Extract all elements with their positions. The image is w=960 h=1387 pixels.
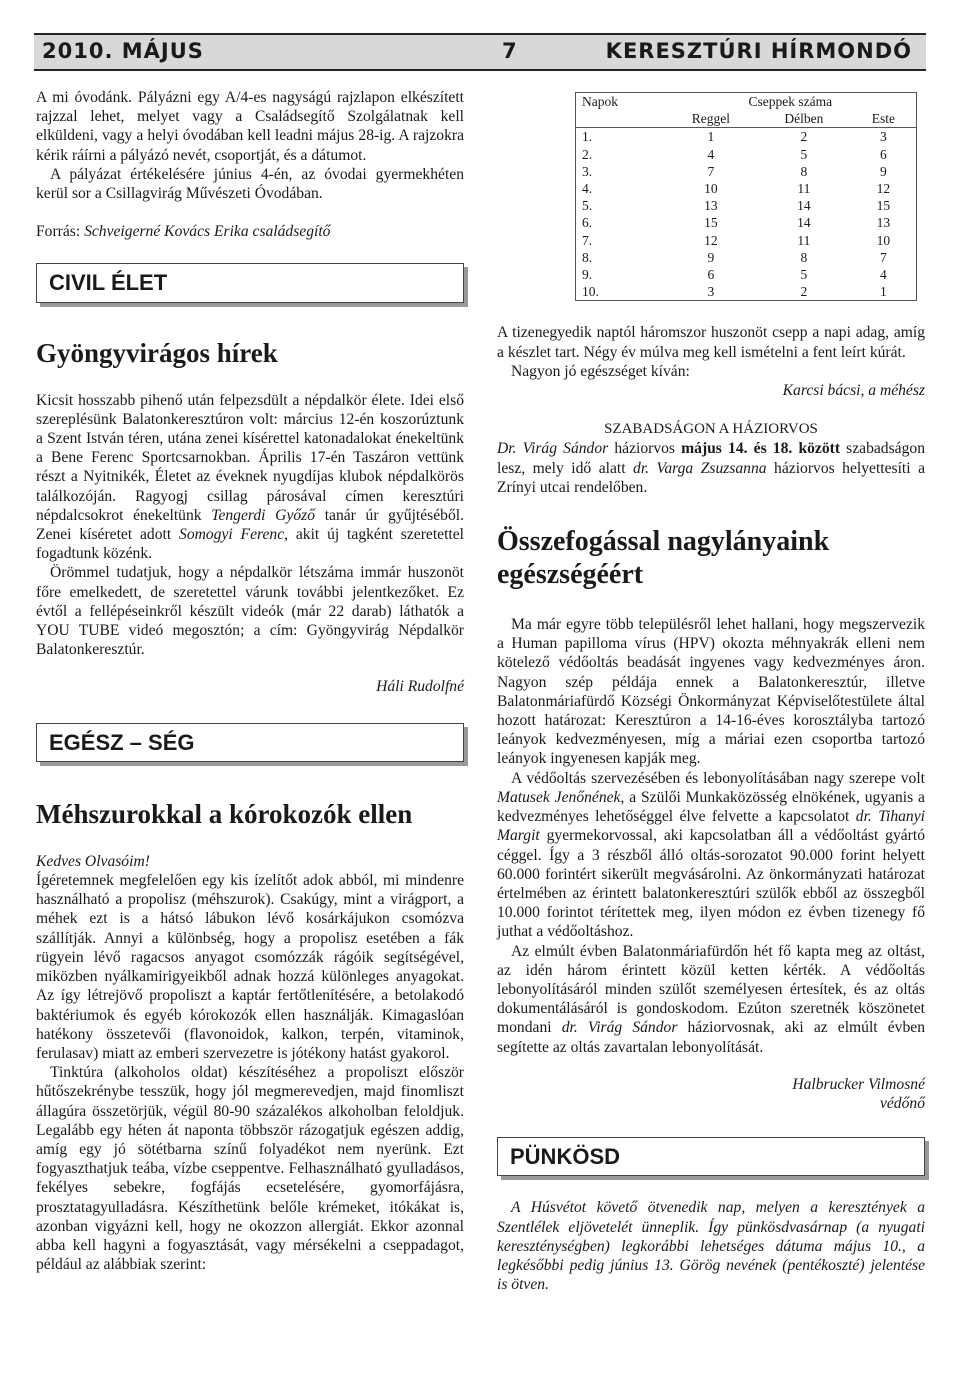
table-header-days: Napok [582,94,618,109]
drops-table [575,92,917,301]
gyongyviragos-title: Gyöngyvirágos hírek [36,337,278,368]
source-name: Schveigerné Kovács Erika családsegítő [84,223,331,241]
civil-elet-section-header: CIVIL ÉLET [36,263,464,302]
newspaper-title: KERESZTÚRI HÍRMONDÓ [605,39,912,63]
page-number: 7 [502,39,518,63]
egeszseg-section-header: EGÉSZ – SÉG [36,723,464,762]
wish-line: Nagyon jó egészséget kíván: [511,362,690,380]
table-row: 6. 15 14 13 [582,215,891,231]
table-row: 8. 9 8 7 [582,249,887,265]
table-row: 3. 7 8 9 [582,163,887,179]
table-row: 10. 3 2 1 [582,284,887,300]
wish-author: Karcsi bácsi, a méhész [782,382,925,400]
table-subheader: Este [871,111,895,127]
right-column [497,92,925,1294]
mehszurok-title: Méhszurokkal a kórokozók ellen [36,798,413,829]
table-subheader: Délben [784,111,824,127]
mehszurok-paragraph-2: Tinktúra (alkoholos oldat) készítéséhez a propoliszt először hűtőszekrénybe tesszük, hogy jól megmerevedjen, majd finomliszt állagúra összetörjük, végül 80-90 százalékos alkoholban feloldjuk. Legalább egy héten át naponta többször rázogatjuk egészen addig, amíg egy jó sötétbarna színű folyadékot nem nyerünk. Ezt fogyaszthatjuk teába, vízbe cseppentve. Felhasználható gyulladásos, fekélyes sebekre, fogfájás ecsetelésére, gyomorfájásra, prosztatagyulladásra. Készíthetünk belőle krémeket, itókákat is, azonban vigyázni kell, hogy ne okozzon allergiát. Ekkor azonnal abba kell hagyni a fogyasztását, vagy mérsékelni a cseppadagot, például az alábbiak szerint: [36,1064,464,1274]
hpv-title: Összefogással nagylányaink egészségéért [497,526,830,591]
after-table-text: A tizenegyedik naptól háromszor huszonöt csepp a napi adag, amíg a készlet tart. Négy év múlva meg kell ismételni a fent leírt kúrát. [497,324,925,361]
page-header [34,33,926,71]
left-column [36,88,464,1274]
table-row: 7. 12 11 10 [582,232,891,248]
table-subheader: Reggel [691,111,730,127]
hpv-author: Halbrucker Vilmosné [792,1075,925,1093]
hpv-author-role: védőnő [879,1094,925,1112]
mehszurok-paragraph-1: Ígéretemnek megfelelően egy kis ízelítőt adok abból, mi mindenre használható a propolisz (méhszurok). Csakúgy, mint a virágport, a méhek ezt is a hátsó lábukon lévő kosárkájukon csomózva szállítják. Annyi a különbség, hogy a propolisz esetében a fák rügyein lévő ragacsos anyagot csomózzák rágóik segítségével, miközben nyálkamirigyeikből adnak hozzá különleges anyagokat. Az így létrejövő propoliszt a kaptár fertőtlenítésére, a betolakodó baktériumok és egyéb kórokozók ellen használják. Kimagaslóan hatékony összetevői (flavonoidok, kalkon, terpén, vitaminok, ferulasav) miatt az emberi szervezetre is jótékony hatást gyakorol. [36,872,464,1062]
intro-paragraph-2: A pályázat értékelésére június 4-én, az óvodai gyermekhéten kerül sor a Csillagvirág Művészeti Óvodában. [36,165,464,203]
table-row: 1. 1 2 3 [576,128,917,146]
table-row: 4. 10 11 12 [582,181,891,197]
punkosd-section-header: PÜNKÖSD [497,1137,925,1176]
table-row: 5. 13 14 15 [582,198,891,214]
vacation-title: SZABADSÁGON A HÁZIORVOS [604,421,818,438]
gyongy-author: Háli Rudolfné [376,678,464,696]
table-row: 2. 4 5 6 [582,146,887,162]
intro-paragraph-1: A mi óvodánk. Pályázni egy A/4-es nagyságú rajzlapon elkészített rajzzal lehet, melyet vagy a Családsegítő Szolgálatnak kell elküldeni, vagy a helyi óvodában kell leadni május 28-ig. A rajzokra kérik ráírni a pályázó nevét, csoportját, és a dátumot. [36,89,464,164]
hpv-paragraph-3: Az elmúlt évben Balatonmáriafürdőn hét fő kapta meg az oltást, az idén három érintett közül ketten kérték. A védőoltás lebonyolításáról minden szülőt személyesen értesítek, és az oltás dokumentálásáról is gondoskodom. Ezúton szeretnék köszönetet mondani dr. Virág Sándor háziorvosnak, aki az elmúlt évben segítette az oltás zavartalan lebonyolítását. [497,942,925,1056]
punkosd-text: A Húsvétot követő ötvenedik nap, melyen a keresztények a Szentlélek eljövetelét ünneplik. Így pünkösdvasárnap (a nyugati kereszténységben) legkorábbi lehetséges dátuma május 10., a legkésőbbi pedig június 13. Görög nevének (pentékoszté) jelentése is ötven. [497,1199,925,1294]
hpv-paragraph-1: Ma már egyre több településről lehet hallani, hogy megszervezik a Human papilloma vírus (HPV) okozta méhnyakrák elleni nem kötelező védőoltás beadását ingyenes vagy kedvezményes áron. Nagyon szép példája ennek a Balatonkeresztúr, illetve Balatonmáriafürdő Községi Önkormányzat Képviselőtestülete által hozott határozat: Keresztúron a 14-16-éves korosztályba tartozó leányok kedvezményesen, míg a máriai ezen csoportba tartozó leányok ingyenesen kapják meg. [497,616,925,768]
hpv-paragraph-2: A védőoltás szervezésében és lebonyolításában nagy szerepe volt Matusek Jenőnének, a Szülői Munkaközösség elnökének, ugyanis a kedvezményes lehetőséggel élve felvette a kapcsolatot dr. Tihanyi Margit gyermekorvossal, aki kapcsolatban áll a védőoltást gyártó céggel. Így a 3 részből álló oltás-sorozatot 90.000 forint helyett 60.000 forintért sikerült megvásárolni. Az önkormányzati határozat értelmében az érintett balatonkeresztúri szülők ebből az összegből 10.000 forintot térítettek meg, ilyen módon ez évben tizenegy fő juthat a védőoltáshoz. [497,769,925,941]
source-line: Forrás: Schveigerné Kovács Erika családsegítő [36,223,331,241]
vacation-text: Dr. Virág Sándor háziorvos május 14. és 18. között szabadságon lesz, mely idő alatt dr. Varga Zsuzsanna háziorvos helyettesíti a Zrínyi utcai rendelőben. [497,440,925,496]
header-date: 2010. MÁJUS [42,39,204,63]
greeting: Kedves Olvasóim! [36,852,150,870]
gyongy-paragraph-1: Kicsit hosszabb pihenő után felpezsdült a népdalkör élete. Idei első szereplésünk Balatonkeresztúron volt: március 12-én koszorúztunk a Szent István téren, utána zenei kísérettel katonadalokat énekeltünk a Bene Ferenc Sportcsarnokban. Április 17-én Taszáron vettünk részt a Nyitnikék, Életet az éveknek nyugdíjas klubok népdalkörös találkozóján. Ragyogj csillag párosával címen keresztúri népdalcsokrot énekeltünk Tengerdi Győző tanár úr gyűjtéséből. Zenei kíséretet adott Somogyi Ferenc, akit új tagként szeretettel fogadtunk közénk. [36,391,464,563]
gyongy-paragraph-2: Örömmel tudatjuk, hogy a népdalkör létszáma immár huszonöt főre emelkedett, de szeretettel várunk további jelentkezőket. Ez évtől a fellépéseinkről készült videók (már 22 darab) láthatók a YOU TUBE videó megosztón; a cím: Gyöngyvirág Népdalkör Balatonkeresztúr. [36,564,464,659]
table-header-drops: Cseppek száma [748,94,833,109]
table-row: 9. 6 5 4 [582,267,887,283]
